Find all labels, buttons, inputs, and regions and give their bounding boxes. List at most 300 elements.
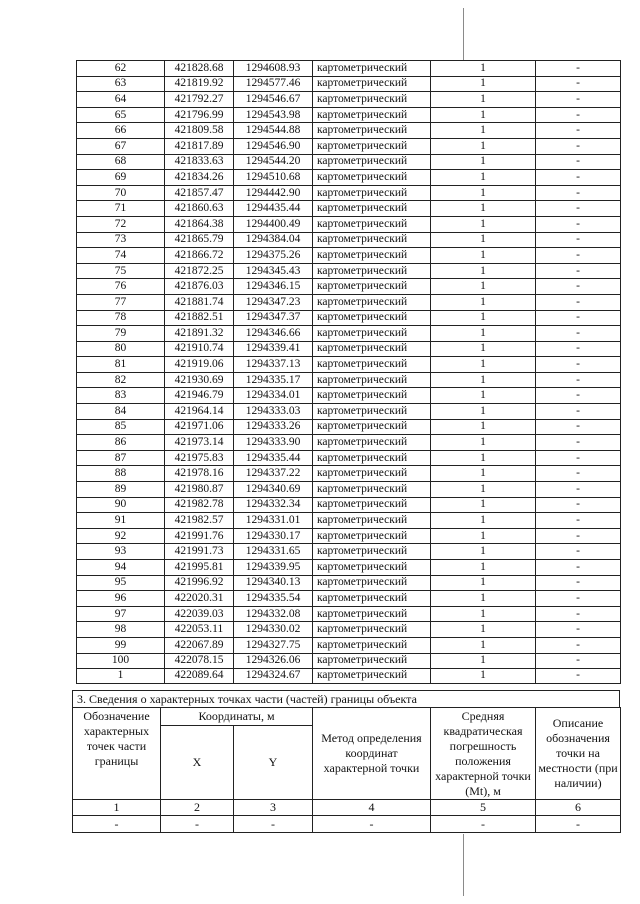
point-x: 421876.03 bbox=[165, 279, 234, 295]
column-number-row bbox=[73, 800, 621, 816]
point-row bbox=[77, 419, 621, 435]
point-number: 81 bbox=[77, 357, 165, 373]
point-x: 421982.57 bbox=[165, 513, 234, 529]
point-y: 1294400.49 bbox=[234, 216, 313, 232]
empty-cell: - bbox=[431, 816, 536, 833]
point-number: 67 bbox=[77, 138, 165, 154]
column-number: 2 bbox=[161, 800, 234, 816]
point-method: картометрический bbox=[313, 263, 431, 279]
point-row bbox=[77, 513, 621, 529]
point-y: 1294544.88 bbox=[234, 123, 313, 139]
point-description: - bbox=[536, 419, 621, 435]
point-y: 1294608.93 bbox=[234, 61, 313, 77]
point-description: - bbox=[536, 107, 621, 123]
point-y: 1294577.46 bbox=[234, 76, 313, 92]
point-method: картометрический bbox=[313, 92, 431, 108]
point-row bbox=[77, 544, 621, 560]
point-error: 1 bbox=[431, 201, 536, 217]
point-row bbox=[77, 404, 621, 420]
point-row bbox=[77, 669, 621, 684]
point-y: 1294333.26 bbox=[234, 419, 313, 435]
point-method: картометрический bbox=[313, 201, 431, 217]
point-number: 82 bbox=[77, 372, 165, 388]
point-number: 86 bbox=[77, 435, 165, 451]
point-number: 84 bbox=[77, 404, 165, 420]
point-method: картометрический bbox=[313, 528, 431, 544]
point-number: 78 bbox=[77, 310, 165, 326]
point-y: 1294442.90 bbox=[234, 185, 313, 201]
point-x: 421978.16 bbox=[165, 466, 234, 482]
point-number: 65 bbox=[77, 107, 165, 123]
point-row bbox=[77, 528, 621, 544]
empty-data-row bbox=[73, 816, 621, 833]
point-number: 76 bbox=[77, 279, 165, 295]
point-description: - bbox=[536, 591, 621, 607]
point-x: 421982.78 bbox=[165, 497, 234, 513]
point-y: 1294335.54 bbox=[234, 591, 313, 607]
point-description: - bbox=[536, 310, 621, 326]
point-row bbox=[77, 138, 621, 154]
point-number: 98 bbox=[77, 622, 165, 638]
fold-line-top bbox=[463, 8, 464, 60]
point-y: 1294331.01 bbox=[234, 513, 313, 529]
empty-cell: - bbox=[73, 816, 161, 833]
point-error: 1 bbox=[431, 575, 536, 591]
point-description: - bbox=[536, 513, 621, 529]
point-x: 421964.14 bbox=[165, 404, 234, 420]
point-error: 1 bbox=[431, 404, 536, 420]
point-y: 1294337.13 bbox=[234, 357, 313, 373]
point-method: картометрический bbox=[313, 294, 431, 310]
point-error: 1 bbox=[431, 606, 536, 622]
point-method: картометрический bbox=[313, 482, 431, 498]
point-row bbox=[77, 388, 621, 404]
point-number: 77 bbox=[77, 294, 165, 310]
point-x: 421796.99 bbox=[165, 107, 234, 123]
point-number: 91 bbox=[77, 513, 165, 529]
point-number: 63 bbox=[77, 76, 165, 92]
point-number: 89 bbox=[77, 482, 165, 498]
point-description: - bbox=[536, 123, 621, 139]
point-row bbox=[77, 435, 621, 451]
point-description: - bbox=[536, 185, 621, 201]
header-y: Y bbox=[234, 726, 313, 800]
point-y: 1294340.69 bbox=[234, 482, 313, 498]
point-y: 1294375.26 bbox=[234, 248, 313, 264]
point-number: 96 bbox=[77, 591, 165, 607]
point-number: 94 bbox=[77, 560, 165, 576]
point-description: - bbox=[536, 154, 621, 170]
point-number: 70 bbox=[77, 185, 165, 201]
point-error: 1 bbox=[431, 310, 536, 326]
point-error: 1 bbox=[431, 544, 536, 560]
section-3-title: 3. Сведения о характерных точках части (частей) границы объекта bbox=[72, 690, 620, 708]
point-row bbox=[77, 637, 621, 653]
point-row bbox=[77, 123, 621, 139]
point-y: 1294326.06 bbox=[234, 653, 313, 669]
point-y: 1294332.08 bbox=[234, 606, 313, 622]
point-error: 1 bbox=[431, 560, 536, 576]
point-description: - bbox=[536, 466, 621, 482]
point-x: 421819.92 bbox=[165, 76, 234, 92]
empty-cell: - bbox=[536, 816, 621, 833]
point-error: 1 bbox=[431, 326, 536, 342]
point-method: картометрический bbox=[313, 76, 431, 92]
point-y: 1294339.95 bbox=[234, 560, 313, 576]
point-error: 1 bbox=[431, 591, 536, 607]
point-x: 421857.47 bbox=[165, 185, 234, 201]
point-error: 1 bbox=[431, 482, 536, 498]
point-y: 1294327.75 bbox=[234, 637, 313, 653]
point-y: 1294384.04 bbox=[234, 232, 313, 248]
point-method: картометрический bbox=[313, 61, 431, 77]
point-error: 1 bbox=[431, 263, 536, 279]
fold-line-bottom bbox=[463, 834, 464, 896]
point-x: 421995.81 bbox=[165, 560, 234, 576]
point-number: 73 bbox=[77, 232, 165, 248]
point-x: 421980.87 bbox=[165, 482, 234, 498]
section-3-table bbox=[72, 707, 621, 833]
point-method: картометрический bbox=[313, 248, 431, 264]
point-error: 1 bbox=[431, 61, 536, 77]
point-row bbox=[77, 357, 621, 373]
point-error: 1 bbox=[431, 419, 536, 435]
point-description: - bbox=[536, 528, 621, 544]
point-y: 1294543.98 bbox=[234, 107, 313, 123]
point-error: 1 bbox=[431, 279, 536, 295]
point-number: 68 bbox=[77, 154, 165, 170]
point-description: - bbox=[536, 61, 621, 77]
point-row bbox=[77, 232, 621, 248]
point-method: картометрический bbox=[313, 279, 431, 295]
point-y: 1294546.67 bbox=[234, 92, 313, 108]
point-method: картометрический bbox=[313, 357, 431, 373]
point-error: 1 bbox=[431, 138, 536, 154]
point-x: 421882.51 bbox=[165, 310, 234, 326]
point-x: 421996.92 bbox=[165, 575, 234, 591]
point-description: - bbox=[536, 341, 621, 357]
point-y: 1294330.17 bbox=[234, 528, 313, 544]
point-row bbox=[77, 575, 621, 591]
header-coordinates: Координаты, м bbox=[161, 708, 313, 726]
point-x: 421971.06 bbox=[165, 419, 234, 435]
point-row bbox=[77, 450, 621, 466]
point-y: 1294435.44 bbox=[234, 201, 313, 217]
point-row bbox=[77, 76, 621, 92]
point-error: 1 bbox=[431, 513, 536, 529]
point-x: 421809.58 bbox=[165, 123, 234, 139]
point-x: 422053.11 bbox=[165, 622, 234, 638]
point-error: 1 bbox=[431, 357, 536, 373]
point-number: 62 bbox=[77, 61, 165, 77]
point-error: 1 bbox=[431, 388, 536, 404]
point-description: - bbox=[536, 435, 621, 451]
point-row bbox=[77, 279, 621, 295]
point-x: 421919.06 bbox=[165, 357, 234, 373]
point-error: 1 bbox=[431, 123, 536, 139]
point-row bbox=[77, 263, 621, 279]
point-number: 90 bbox=[77, 497, 165, 513]
point-y: 1294337.22 bbox=[234, 466, 313, 482]
point-row bbox=[77, 201, 621, 217]
point-x: 421891.32 bbox=[165, 326, 234, 342]
header-error: Средняя квадратическая погрешность положения характерной точки (Mt), м bbox=[431, 708, 536, 800]
point-description: - bbox=[536, 622, 621, 638]
points-table bbox=[76, 60, 621, 684]
point-description: - bbox=[536, 326, 621, 342]
point-number: 79 bbox=[77, 326, 165, 342]
point-x: 421975.83 bbox=[165, 450, 234, 466]
point-method: картометрический bbox=[313, 326, 431, 342]
point-description: - bbox=[536, 76, 621, 92]
point-method: картометрический bbox=[313, 216, 431, 232]
point-x: 421991.73 bbox=[165, 544, 234, 560]
column-number: 3 bbox=[234, 800, 313, 816]
point-x: 421792.27 bbox=[165, 92, 234, 108]
point-row bbox=[77, 248, 621, 264]
point-y: 1294345.43 bbox=[234, 263, 313, 279]
point-error: 1 bbox=[431, 154, 536, 170]
point-method: картометрический bbox=[313, 653, 431, 669]
point-method: картометрический bbox=[313, 560, 431, 576]
point-y: 1294330.02 bbox=[234, 622, 313, 638]
point-x: 421834.26 bbox=[165, 170, 234, 186]
point-x: 421833.63 bbox=[165, 154, 234, 170]
point-number: 87 bbox=[77, 450, 165, 466]
point-row bbox=[77, 326, 621, 342]
point-error: 1 bbox=[431, 341, 536, 357]
point-description: - bbox=[536, 263, 621, 279]
header-description: Описание обозначения точки на местности (при наличии) bbox=[536, 708, 621, 800]
point-description: - bbox=[536, 637, 621, 653]
point-x: 421865.79 bbox=[165, 232, 234, 248]
point-x: 421991.76 bbox=[165, 528, 234, 544]
empty-cell: - bbox=[313, 816, 431, 833]
point-row bbox=[77, 107, 621, 123]
point-number: 85 bbox=[77, 419, 165, 435]
header-designation: Обозначение характерных точек части границы bbox=[73, 708, 161, 800]
point-row bbox=[77, 310, 621, 326]
point-x: 421864.38 bbox=[165, 216, 234, 232]
point-row bbox=[77, 185, 621, 201]
point-number: 99 bbox=[77, 637, 165, 653]
point-number: 1 bbox=[77, 669, 165, 684]
point-method: картометрический bbox=[313, 544, 431, 560]
header-method: Метод определения координат характерной точки bbox=[313, 708, 431, 800]
point-x: 422067.89 bbox=[165, 637, 234, 653]
point-description: - bbox=[536, 575, 621, 591]
point-description: - bbox=[536, 544, 621, 560]
point-row bbox=[77, 591, 621, 607]
point-error: 1 bbox=[431, 232, 536, 248]
point-row bbox=[77, 294, 621, 310]
point-description: - bbox=[536, 669, 621, 684]
point-description: - bbox=[536, 92, 621, 108]
column-number: 4 bbox=[313, 800, 431, 816]
point-error: 1 bbox=[431, 107, 536, 123]
point-x: 421910.74 bbox=[165, 341, 234, 357]
point-x: 421881.74 bbox=[165, 294, 234, 310]
point-y: 1294347.23 bbox=[234, 294, 313, 310]
point-y: 1294333.03 bbox=[234, 404, 313, 420]
point-y: 1294340.13 bbox=[234, 575, 313, 591]
point-error: 1 bbox=[431, 435, 536, 451]
point-description: - bbox=[536, 560, 621, 576]
point-description: - bbox=[536, 216, 621, 232]
point-row bbox=[77, 482, 621, 498]
point-row bbox=[77, 653, 621, 669]
point-x: 421946.79 bbox=[165, 388, 234, 404]
point-error: 1 bbox=[431, 92, 536, 108]
point-row bbox=[77, 154, 621, 170]
point-description: - bbox=[536, 372, 621, 388]
point-number: 66 bbox=[77, 123, 165, 139]
point-number: 93 bbox=[77, 544, 165, 560]
point-error: 1 bbox=[431, 248, 536, 264]
point-y: 1294324.67 bbox=[234, 669, 313, 684]
point-y: 1294510.68 bbox=[234, 170, 313, 186]
point-method: картометрический bbox=[313, 170, 431, 186]
point-method: картометрический bbox=[313, 497, 431, 513]
point-row bbox=[77, 92, 621, 108]
point-error: 1 bbox=[431, 170, 536, 186]
point-method: картометрический bbox=[313, 513, 431, 529]
point-description: - bbox=[536, 279, 621, 295]
point-method: картометрический bbox=[313, 388, 431, 404]
point-method: картометрический bbox=[313, 372, 431, 388]
point-row bbox=[77, 497, 621, 513]
point-description: - bbox=[536, 653, 621, 669]
point-y: 1294346.66 bbox=[234, 326, 313, 342]
point-x: 421817.89 bbox=[165, 138, 234, 154]
point-y: 1294339.41 bbox=[234, 341, 313, 357]
point-y: 1294546.90 bbox=[234, 138, 313, 154]
point-x: 422089.64 bbox=[165, 669, 234, 684]
point-number: 71 bbox=[77, 201, 165, 217]
point-y: 1294335.17 bbox=[234, 372, 313, 388]
point-number: 83 bbox=[77, 388, 165, 404]
point-description: - bbox=[536, 138, 621, 154]
point-x: 421866.72 bbox=[165, 248, 234, 264]
point-x: 421860.63 bbox=[165, 201, 234, 217]
empty-cell: - bbox=[234, 816, 313, 833]
point-y: 1294346.15 bbox=[234, 279, 313, 295]
point-y: 1294332.34 bbox=[234, 497, 313, 513]
point-error: 1 bbox=[431, 497, 536, 513]
point-error: 1 bbox=[431, 528, 536, 544]
point-number: 95 bbox=[77, 575, 165, 591]
point-description: - bbox=[536, 497, 621, 513]
point-error: 1 bbox=[431, 622, 536, 638]
point-number: 88 bbox=[77, 466, 165, 482]
point-row bbox=[77, 622, 621, 638]
point-number: 92 bbox=[77, 528, 165, 544]
point-number: 64 bbox=[77, 92, 165, 108]
point-y: 1294331.65 bbox=[234, 544, 313, 560]
point-method: картометрический bbox=[313, 622, 431, 638]
point-number: 72 bbox=[77, 216, 165, 232]
point-method: картометрический bbox=[313, 637, 431, 653]
point-method: картометрический bbox=[313, 606, 431, 622]
point-method: картометрический bbox=[313, 669, 431, 684]
point-y: 1294335.44 bbox=[234, 450, 313, 466]
point-x: 421973.14 bbox=[165, 435, 234, 451]
point-row bbox=[77, 341, 621, 357]
point-method: картометрический bbox=[313, 232, 431, 248]
point-error: 1 bbox=[431, 372, 536, 388]
column-number: 1 bbox=[73, 800, 161, 816]
point-method: картометрический bbox=[313, 575, 431, 591]
point-row bbox=[77, 170, 621, 186]
point-row bbox=[77, 61, 621, 77]
point-method: картометрический bbox=[313, 107, 431, 123]
point-method: картометрический bbox=[313, 404, 431, 420]
point-number: 74 bbox=[77, 248, 165, 264]
point-description: - bbox=[536, 388, 621, 404]
point-description: - bbox=[536, 201, 621, 217]
point-error: 1 bbox=[431, 185, 536, 201]
point-method: картометрический bbox=[313, 185, 431, 201]
point-description: - bbox=[536, 357, 621, 373]
point-x: 421828.68 bbox=[165, 61, 234, 77]
point-method: картометрический bbox=[313, 138, 431, 154]
point-description: - bbox=[536, 450, 621, 466]
point-error: 1 bbox=[431, 653, 536, 669]
point-number: 100 bbox=[77, 653, 165, 669]
point-error: 1 bbox=[431, 216, 536, 232]
point-y: 1294544.20 bbox=[234, 154, 313, 170]
point-description: - bbox=[536, 170, 621, 186]
point-error: 1 bbox=[431, 294, 536, 310]
point-description: - bbox=[536, 606, 621, 622]
point-method: картометрический bbox=[313, 435, 431, 451]
point-number: 97 bbox=[77, 606, 165, 622]
point-y: 1294333.90 bbox=[234, 435, 313, 451]
point-method: картометрический bbox=[313, 466, 431, 482]
point-number: 75 bbox=[77, 263, 165, 279]
point-method: картометрический bbox=[313, 419, 431, 435]
point-error: 1 bbox=[431, 76, 536, 92]
point-x: 422039.03 bbox=[165, 606, 234, 622]
point-error: 1 bbox=[431, 466, 536, 482]
point-description: - bbox=[536, 482, 621, 498]
header-x: X bbox=[161, 726, 234, 800]
point-error: 1 bbox=[431, 669, 536, 684]
point-x: 422078.15 bbox=[165, 653, 234, 669]
point-description: - bbox=[536, 294, 621, 310]
point-method: картометрический bbox=[313, 310, 431, 326]
points-table-body bbox=[77, 61, 621, 684]
point-x: 421872.25 bbox=[165, 263, 234, 279]
point-row bbox=[77, 560, 621, 576]
point-x: 421930.69 bbox=[165, 372, 234, 388]
point-method: картометрический bbox=[313, 154, 431, 170]
point-row bbox=[77, 216, 621, 232]
column-number: 6 bbox=[536, 800, 621, 816]
point-row bbox=[77, 466, 621, 482]
point-row bbox=[77, 606, 621, 622]
point-description: - bbox=[536, 232, 621, 248]
point-error: 1 bbox=[431, 450, 536, 466]
point-y: 1294334.01 bbox=[234, 388, 313, 404]
point-number: 80 bbox=[77, 341, 165, 357]
point-description: - bbox=[536, 404, 621, 420]
point-y: 1294347.37 bbox=[234, 310, 313, 326]
column-number: 5 bbox=[431, 800, 536, 816]
point-method: картометрический bbox=[313, 591, 431, 607]
point-number: 69 bbox=[77, 170, 165, 186]
point-description: - bbox=[536, 248, 621, 264]
